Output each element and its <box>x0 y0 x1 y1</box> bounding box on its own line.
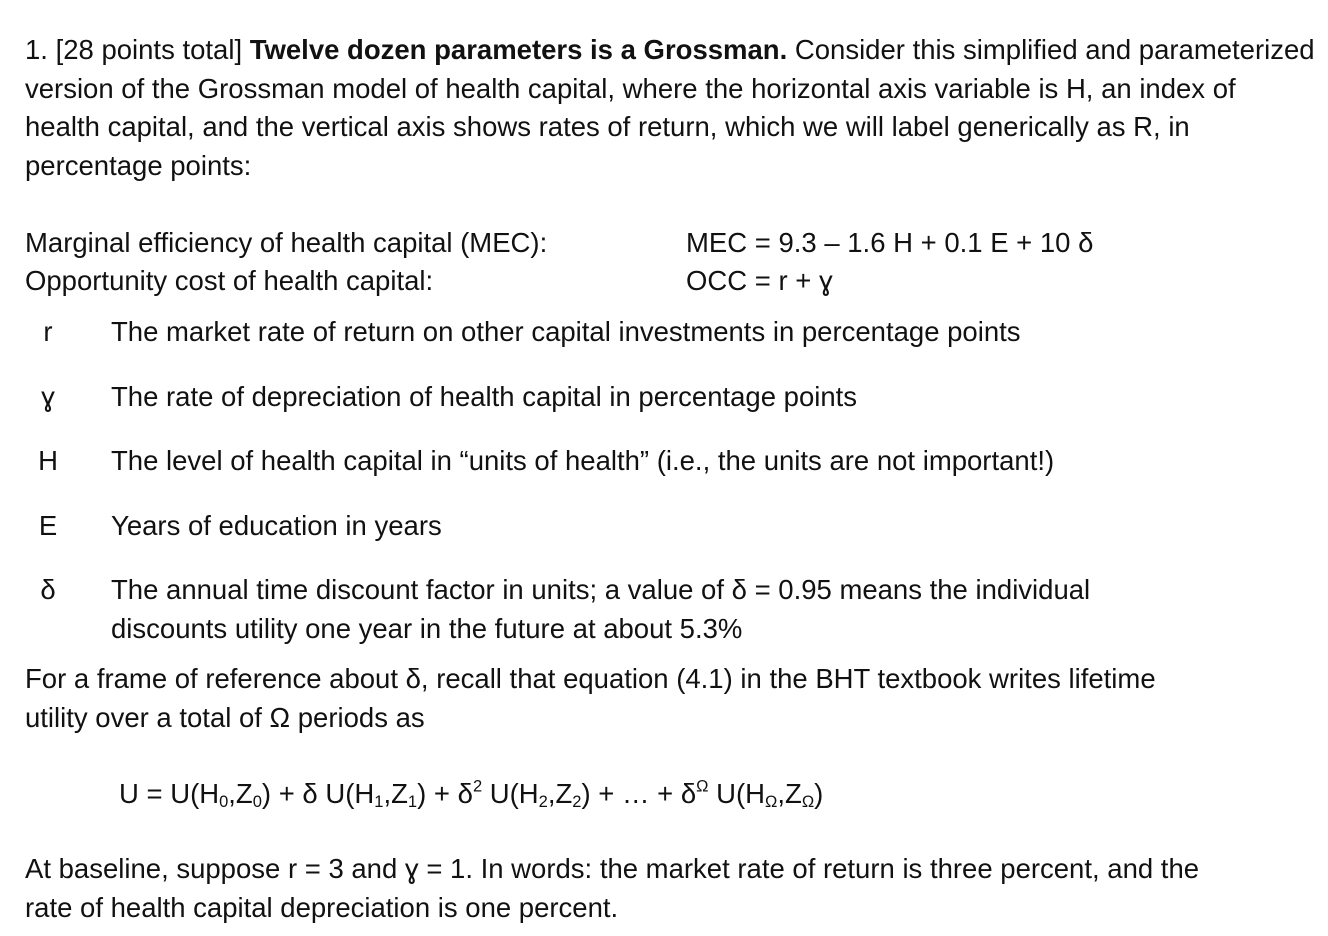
eq-exponent: Ω <box>696 777 709 796</box>
definition-symbol-r: r <box>43 316 53 347</box>
eq-operator: + δ <box>271 778 326 809</box>
eq-sub: 0 <box>252 793 262 812</box>
eq-term-0: U(H <box>170 778 220 809</box>
eq-term-1-z: ,Z <box>383 778 408 809</box>
eq-paren: ) <box>581 778 591 809</box>
eq-term-omega: U(H <box>708 778 766 809</box>
mec-label: Marginal efficiency of health capital (MEC): <box>25 227 548 258</box>
eq-term-2: U(H <box>482 778 539 809</box>
definition-symbol-h: H <box>38 445 58 476</box>
occ-equation-row <box>25 262 1315 300</box>
eq-paren: ) <box>261 778 272 809</box>
eq-paren: ) <box>417 778 427 809</box>
occ-label: Opportunity cost of health capital: <box>25 265 434 296</box>
eq-term-0-z: ,Z <box>228 778 253 809</box>
eq-paren: ) <box>814 778 824 809</box>
eq-exponent: 2 <box>472 777 483 796</box>
eq-sub: 1 <box>374 793 384 812</box>
mec-equation-row <box>25 224 1315 262</box>
eq-sub: Ω <box>801 793 815 812</box>
reference-paragraph: For a frame of reference about δ, recall that equation (4.1) in the BHT textbook writes lifetime utility over a total of Ω periods as <box>25 663 1156 733</box>
definition-text-gamma: The rate of depreciation of health capital in percentage points <box>111 381 858 412</box>
eq-sub: 0 <box>219 793 229 812</box>
definition-text-delta: The annual time discount factor in units; a value of δ = 0.95 means the individual discounts utility one year in the future at about 5.3% <box>111 574 1091 644</box>
eq-sub: Ω <box>765 793 778 812</box>
definition-symbol-gamma: ɣ <box>41 381 55 412</box>
eq-sub: 1 <box>407 793 418 812</box>
baseline-paragraph: At baseline, suppose r = 3 and ɣ = 1. In words: the market rate of return is three percent, and the rate of health capital depreciation is one percent. <box>25 853 1200 923</box>
definition-text-r: The market rate of return on other capital investments in percentage points <box>111 316 1021 347</box>
utility-equation <box>119 775 823 814</box>
eq-operator: + … + δ <box>590 778 697 809</box>
definition-symbol-delta: δ <box>40 574 56 605</box>
question-body: Consider this simplified and parameterized version of the Grossman model of health capital, where the horizontal axis variable is H, an index of health capital, and the vertical axis shows rates of return, which we will label generically as R, in percentage points: <box>25 34 1315 181</box>
eq-term-omega-z: ,Z <box>777 778 802 809</box>
eq-term-1: U(H <box>325 778 375 809</box>
eq-operator: + δ <box>426 778 473 809</box>
eq-lhs: U = <box>119 778 171 809</box>
eq-sub: 2 <box>572 793 582 812</box>
mec-formula: MEC = 9.3 – 1.6 H + 0.1 E + 10 δ <box>686 227 1094 258</box>
definition-text-h: The level of health capital in “units of health” (i.e., the units are not important!) <box>111 445 1055 476</box>
definition-symbol-e: E <box>38 510 58 541</box>
definition-text-e: Years of education in years <box>111 510 442 541</box>
question-title: Twelve dozen parameters is a Grossman. <box>249 34 788 65</box>
eq-term-2-z: ,Z <box>547 778 573 809</box>
eq-sub: 2 <box>538 793 548 812</box>
question-number-points: 1. [28 points total] <box>25 34 250 65</box>
occ-formula: OCC = r + ɣ <box>686 265 833 296</box>
question-intro <box>25 31 1315 185</box>
